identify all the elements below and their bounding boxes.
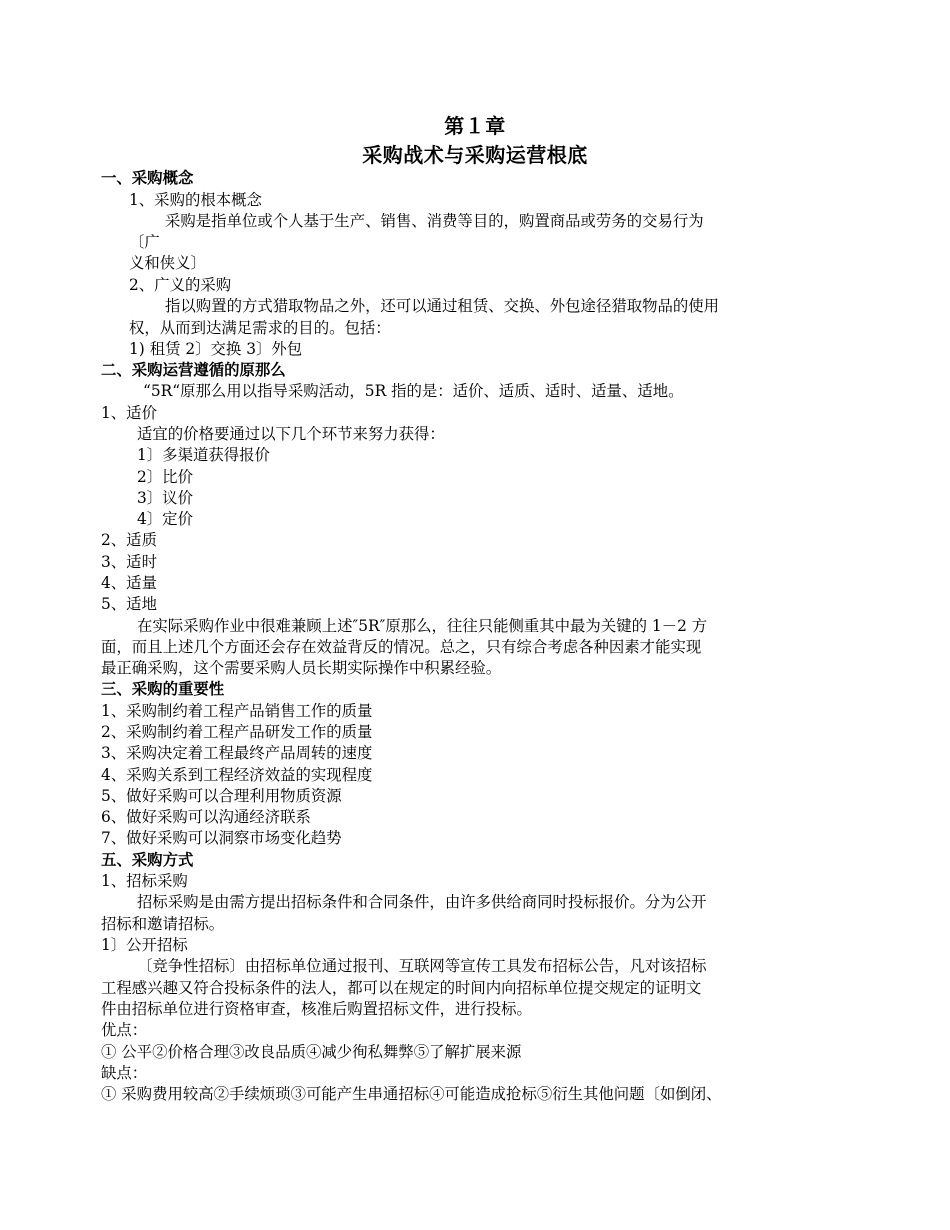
section-heading: 一、采购概念 bbox=[101, 169, 194, 187]
list-item: 2〕比价 bbox=[137, 468, 193, 486]
list-item: 2、采购制约着工程产品研发工作的质量 bbox=[101, 723, 373, 741]
label-line: 缺点： bbox=[101, 1064, 148, 1082]
paragraph-line: 件由招标单位进行资格审查，核准后购置招标文件，进行投标。 bbox=[101, 1000, 532, 1018]
section-heading: 五、采购方式 bbox=[101, 851, 194, 869]
list-item: 6、做好采购可以沟通经济联系 bbox=[101, 808, 311, 826]
section-heading: 二、采购运营遵循的原那么 bbox=[101, 361, 286, 379]
paragraph-line: 采购是指单位或个人基于生产、销售、消费等目的，购置商品或劳务的交易行为 bbox=[165, 212, 704, 230]
paragraph-line: 工程感兴趣又符合投标条件的法人，都可以在规定的时间内向招标单位提交规定的证明文 bbox=[101, 979, 702, 997]
paragraph-line: 义和侠义〕 bbox=[129, 254, 206, 272]
paragraph-line: 〔广 bbox=[129, 233, 160, 251]
list-item: ① 采购费用较高②手续烦琐③可能产生串通招标④可能造成抢标⑤衍生其他问题〔如倒闭、 bbox=[101, 1085, 722, 1103]
paragraph-line: 面，而且上述几个方面还会存在效益背反的情况。总之，只有综合考虑各种因素才能实现 bbox=[101, 638, 702, 656]
subsection-heading: 1〕公开招标 bbox=[101, 936, 188, 954]
paragraph-line: 适宜的价格要通过以下几个环节来努力获得： bbox=[137, 425, 445, 443]
subsection-heading: 2、适质 bbox=[101, 531, 157, 549]
list-item: 3〕议价 bbox=[137, 489, 193, 507]
list-item: 5、做好采购可以合理利用物质资源 bbox=[101, 787, 342, 805]
list-item: 1〕多渠道获得报价 bbox=[137, 446, 270, 464]
list-item: 1、采购制约着工程产品销售工作的质量 bbox=[101, 702, 373, 720]
paragraph-line: 招标和邀请招标。 bbox=[101, 915, 225, 933]
paragraph-line: 招标采购是由需方提出招标条件和合同条件，由许多供给商同时投标报价。分为公开 bbox=[137, 893, 707, 911]
list-item: 4、采购关系到工程经济效益的实现程度 bbox=[101, 766, 373, 784]
list-item: 4〕定价 bbox=[137, 510, 193, 528]
subsection-heading: 5、适地 bbox=[101, 595, 157, 613]
subsection-heading: 1、招标采购 bbox=[101, 872, 188, 890]
subsection-heading: 1、采购的根本概念 bbox=[129, 191, 262, 209]
paragraph-line: 指以购置的方式猎取物品之外，还可以通过租赁、交换、外包途径猎取物品的使用 bbox=[165, 297, 720, 315]
paragraph-line: 在实际采购作业中很难兼顾上述″5R″原那么，往往只能侧重其中最为关键的 1－2 方 bbox=[137, 617, 708, 635]
list-item: 7、做好采购可以洞察市场变化趋势 bbox=[101, 829, 342, 847]
paragraph-line: 最正确采购，这个需要采购人员长期实际操作中积累经验。 bbox=[101, 659, 502, 677]
subsection-heading: 1、适价 bbox=[101, 404, 157, 422]
paragraph-line: “5R“原那么用以指导采购活动，5R 指的是：适价、适质、适时、适量、适地。 bbox=[143, 382, 684, 400]
chapter-number: 第１章 bbox=[444, 114, 506, 138]
list-item: 3、采购决定着工程最终产品周转的速度 bbox=[101, 744, 373, 762]
subsection-heading: 3、适时 bbox=[101, 553, 157, 571]
subsection-heading: 2、广义的采购 bbox=[129, 276, 232, 294]
paragraph-line: 〔竞争性招标〕由招标单位通过报刊、互联网等宣传工具发布招标公告，凡对该招标 bbox=[137, 957, 707, 975]
list-item: ① 公平②价格合理③改良品质④减少徇私舞弊⑤了解扩展来源 bbox=[101, 1043, 522, 1061]
subsection-heading: 4、适量 bbox=[101, 574, 157, 592]
paragraph-line: 权，从而到达满足需求的目的。包括： bbox=[129, 319, 391, 337]
label-line: 优点： bbox=[101, 1021, 148, 1039]
section-heading: 三、采购的重要性 bbox=[101, 680, 225, 698]
list-item: 1) 租赁 2〕交换 3〕外包 bbox=[129, 340, 303, 358]
chapter-title: 采购战术与采购运营根底 bbox=[362, 143, 588, 167]
